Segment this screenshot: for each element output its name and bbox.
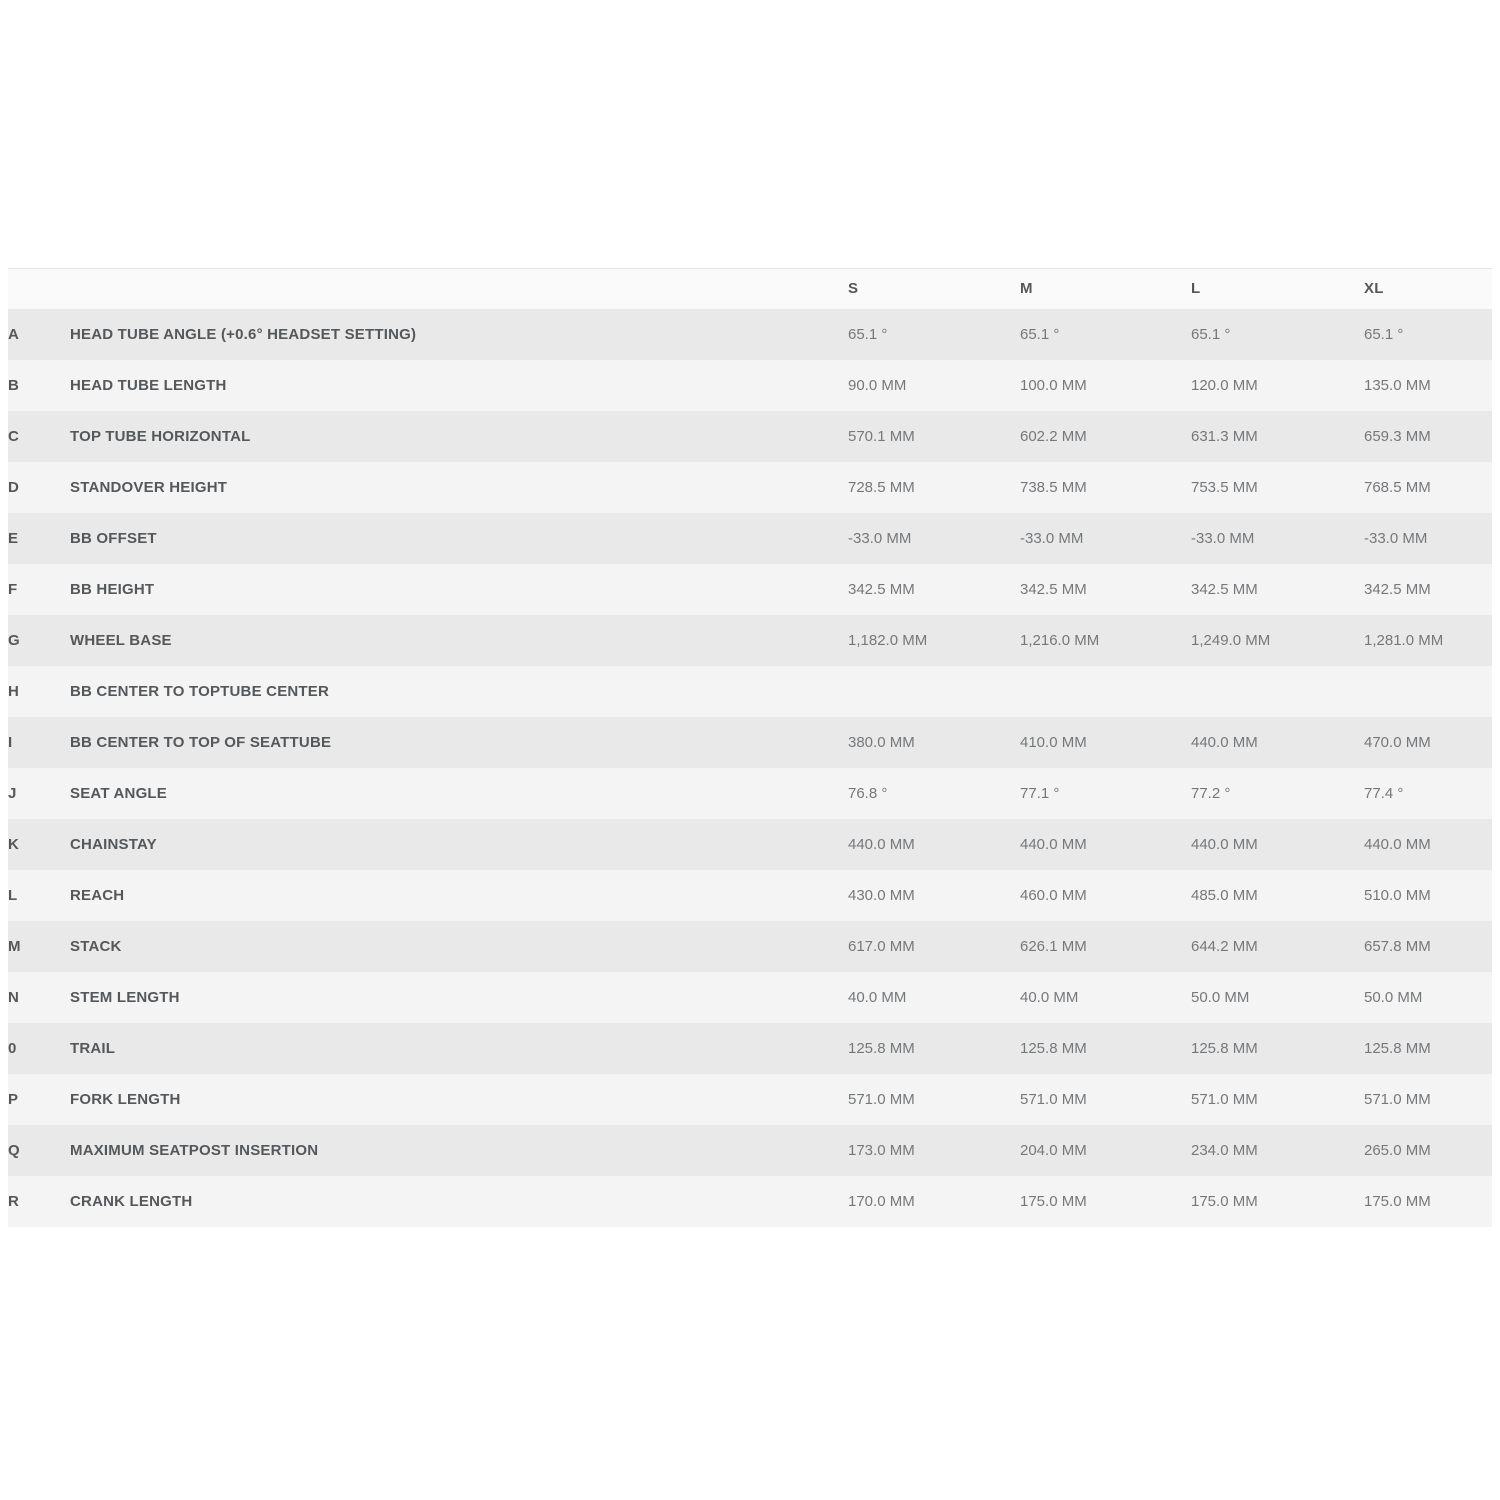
row-value-s: 728.5 MM bbox=[848, 478, 915, 496]
row-value-l: 485.0 MM bbox=[1191, 886, 1258, 904]
row-label: HEAD TUBE LENGTH bbox=[70, 376, 227, 394]
row-letter: Q bbox=[8, 1141, 20, 1159]
row-value-s: 125.8 MM bbox=[848, 1039, 915, 1057]
table-row-j bbox=[8, 768, 1492, 819]
row-value-l: 120.0 MM bbox=[1191, 376, 1258, 394]
row-value-s: 90.0 MM bbox=[848, 376, 907, 394]
row-value-m: 77.1 ° bbox=[1020, 784, 1060, 802]
table-row-q bbox=[8, 1125, 1492, 1176]
row-label: TRAIL bbox=[70, 1039, 116, 1057]
row-value-l: 342.5 MM bbox=[1191, 580, 1258, 598]
row-letter: H bbox=[8, 682, 20, 700]
size-column-header-xl: XL bbox=[1364, 280, 1384, 298]
row-value-m: 100.0 MM bbox=[1020, 376, 1087, 394]
row-value-l: 571.0 MM bbox=[1191, 1090, 1258, 1108]
row-label: CHAINSTAY bbox=[70, 835, 157, 853]
row-value-xl: 659.3 MM bbox=[1364, 427, 1431, 445]
row-value-m: 65.1 ° bbox=[1020, 325, 1060, 343]
row-value-xl: 175.0 MM bbox=[1364, 1192, 1431, 1210]
row-value-l: 631.3 MM bbox=[1191, 427, 1258, 445]
row-value-xl: 571.0 MM bbox=[1364, 1090, 1431, 1108]
row-letter: K bbox=[8, 835, 20, 853]
row-label: SEAT ANGLE bbox=[70, 784, 168, 802]
row-label: REACH bbox=[70, 886, 125, 904]
row-value-s: 570.1 MM bbox=[848, 427, 915, 445]
row-value-l: 644.2 MM bbox=[1191, 937, 1258, 955]
row-label: BB CENTER TO TOP OF SEATTUBE bbox=[70, 733, 332, 751]
row-value-m: 342.5 MM bbox=[1020, 580, 1087, 598]
row-value-m: 738.5 MM bbox=[1020, 478, 1087, 496]
row-value-m: 1,216.0 MM bbox=[1020, 631, 1100, 649]
row-value-xl: 470.0 MM bbox=[1364, 733, 1431, 751]
row-value-s bbox=[848, 666, 1020, 717]
row-value-xl: 510.0 MM bbox=[1364, 886, 1431, 904]
row-value-m: 204.0 MM bbox=[1020, 1141, 1087, 1159]
row-label: STEM LENGTH bbox=[70, 988, 180, 1006]
row-value-xl: 1,281.0 MM bbox=[1364, 631, 1444, 649]
table-row-n bbox=[8, 972, 1492, 1023]
row-value-l: 50.0 MM bbox=[1191, 988, 1250, 1006]
geometry-table bbox=[8, 268, 1492, 1227]
row-value-xl: -33.0 MM bbox=[1364, 529, 1428, 547]
row-value-l: 440.0 MM bbox=[1191, 835, 1258, 853]
row-value-s: -33.0 MM bbox=[848, 529, 912, 547]
row-value-s: 430.0 MM bbox=[848, 886, 915, 904]
row-label: BB HEIGHT bbox=[70, 580, 155, 598]
row-letter: N bbox=[8, 988, 20, 1006]
row-value-xl bbox=[1364, 666, 1492, 717]
table-row-b bbox=[8, 360, 1492, 411]
row-value-l: 65.1 ° bbox=[1191, 325, 1231, 343]
row-value-xl: 135.0 MM bbox=[1364, 376, 1431, 394]
row-label: BB CENTER TO TOPTUBE CENTER bbox=[70, 682, 330, 700]
table-row-l bbox=[8, 870, 1492, 921]
row-value-s: 571.0 MM bbox=[848, 1090, 915, 1108]
row-letter: B bbox=[8, 376, 20, 394]
row-value-m: 125.8 MM bbox=[1020, 1039, 1087, 1057]
table-row-p bbox=[8, 1074, 1492, 1125]
row-value-m: 40.0 MM bbox=[1020, 988, 1079, 1006]
table-row-g bbox=[8, 615, 1492, 666]
row-value-xl: 125.8 MM bbox=[1364, 1039, 1431, 1057]
row-value-m: 410.0 MM bbox=[1020, 733, 1087, 751]
row-value-m: -33.0 MM bbox=[1020, 529, 1084, 547]
row-value-l: 175.0 MM bbox=[1191, 1192, 1258, 1210]
row-label: CRANK LENGTH bbox=[70, 1192, 193, 1210]
row-value-s: 40.0 MM bbox=[848, 988, 907, 1006]
row-label: STACK bbox=[70, 937, 122, 955]
row-value-s: 76.8 ° bbox=[848, 784, 888, 802]
row-value-s: 342.5 MM bbox=[848, 580, 915, 598]
row-value-s: 617.0 MM bbox=[848, 937, 915, 955]
row-label: HEAD TUBE ANGLE (+0.6° HEADSET SETTING) bbox=[70, 325, 417, 343]
row-label: TOP TUBE HORIZONTAL bbox=[70, 427, 251, 445]
row-value-xl: 342.5 MM bbox=[1364, 580, 1431, 598]
table-row-f bbox=[8, 564, 1492, 615]
row-value-s: 380.0 MM bbox=[848, 733, 915, 751]
row-value-l: 753.5 MM bbox=[1191, 478, 1258, 496]
row-value-l: 77.2 ° bbox=[1191, 784, 1231, 802]
size-header-row bbox=[8, 269, 1492, 309]
header-letter-spacer bbox=[8, 269, 70, 309]
table-row-a bbox=[8, 309, 1492, 360]
table-row-d bbox=[8, 462, 1492, 513]
row-value-s: 1,182.0 MM bbox=[848, 631, 928, 649]
size-column-header-l: L bbox=[1191, 280, 1201, 298]
table-row-r bbox=[8, 1176, 1492, 1227]
table-row-e bbox=[8, 513, 1492, 564]
row-value-s: 173.0 MM bbox=[848, 1141, 915, 1159]
row-letter: I bbox=[8, 733, 13, 751]
row-letter: R bbox=[8, 1192, 20, 1210]
row-value-l bbox=[1191, 666, 1364, 717]
row-letter: D bbox=[8, 478, 20, 496]
row-value-xl: 657.8 MM bbox=[1364, 937, 1431, 955]
row-value-m bbox=[1020, 666, 1191, 717]
row-value-l: 125.8 MM bbox=[1191, 1039, 1258, 1057]
row-letter: F bbox=[8, 580, 18, 598]
row-label: BB OFFSET bbox=[70, 529, 157, 547]
table-row-k bbox=[8, 819, 1492, 870]
table-row-m bbox=[8, 921, 1492, 972]
row-value-l: 440.0 MM bbox=[1191, 733, 1258, 751]
row-value-s: 65.1 ° bbox=[848, 325, 888, 343]
row-label: WHEEL BASE bbox=[70, 631, 172, 649]
table-row-h bbox=[8, 666, 1492, 717]
size-column-header-m: M bbox=[1020, 280, 1033, 298]
row-value-m: 175.0 MM bbox=[1020, 1192, 1087, 1210]
row-value-xl: 50.0 MM bbox=[1364, 988, 1423, 1006]
row-value-m: 626.1 MM bbox=[1020, 937, 1087, 955]
row-letter: 0 bbox=[8, 1039, 17, 1057]
row-label: MAXIMUM SEATPOST INSERTION bbox=[70, 1141, 319, 1159]
row-value-s: 170.0 MM bbox=[848, 1192, 915, 1210]
table-row-i bbox=[8, 717, 1492, 768]
row-value-xl: 77.4 ° bbox=[1364, 784, 1404, 802]
row-value-m: 440.0 MM bbox=[1020, 835, 1087, 853]
row-letter: C bbox=[8, 427, 20, 445]
row-value-m: 460.0 MM bbox=[1020, 886, 1087, 904]
row-value-xl: 768.5 MM bbox=[1364, 478, 1431, 496]
header-label-spacer bbox=[70, 269, 848, 309]
row-letter: J bbox=[8, 784, 17, 802]
row-value-xl: 265.0 MM bbox=[1364, 1141, 1431, 1159]
table-row-o bbox=[8, 1023, 1492, 1074]
row-label: FORK LENGTH bbox=[70, 1090, 181, 1108]
row-value-m: 602.2 MM bbox=[1020, 427, 1087, 445]
row-value-xl: 440.0 MM bbox=[1364, 835, 1431, 853]
row-value-m: 571.0 MM bbox=[1020, 1090, 1087, 1108]
row-letter: E bbox=[8, 529, 19, 547]
row-letter: P bbox=[8, 1090, 19, 1108]
row-letter: L bbox=[8, 886, 18, 904]
row-label: STANDOVER HEIGHT bbox=[70, 478, 228, 496]
size-column-header-s: S bbox=[848, 280, 859, 298]
row-value-xl: 65.1 ° bbox=[1364, 325, 1404, 343]
table-row-c bbox=[8, 411, 1492, 462]
row-value-l: -33.0 MM bbox=[1191, 529, 1255, 547]
row-value-l: 234.0 MM bbox=[1191, 1141, 1258, 1159]
row-value-l: 1,249.0 MM bbox=[1191, 631, 1271, 649]
row-letter: G bbox=[8, 631, 20, 649]
row-letter: M bbox=[8, 937, 21, 955]
row-value-s: 440.0 MM bbox=[848, 835, 915, 853]
row-letter: A bbox=[8, 325, 20, 343]
